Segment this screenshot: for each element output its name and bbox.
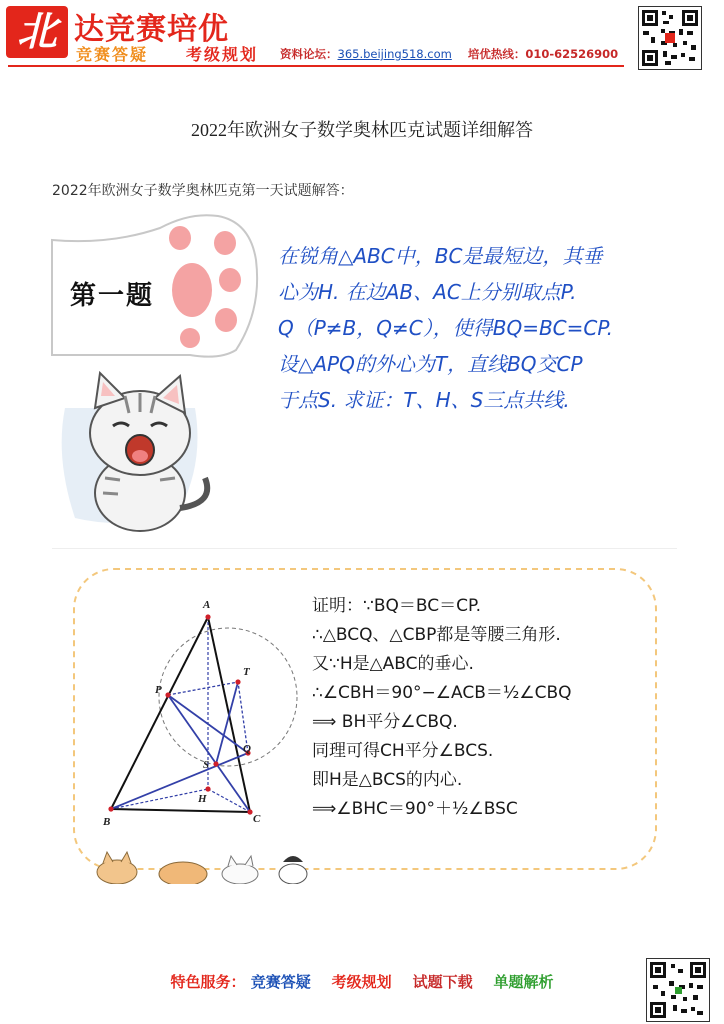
problem-statement (278, 238, 678, 418)
footer-services (0, 971, 724, 992)
label-H: H (198, 793, 207, 805)
proof-line: 又∵H是△ABC的垂心. (312, 654, 474, 674)
cats-decoration (95, 848, 335, 884)
slogan-right: 考级规划 (186, 45, 259, 64)
section-divider (52, 548, 677, 549)
slogan-left: 竞赛答疑 (76, 45, 149, 64)
header-divider (8, 65, 624, 67)
label-C: C (253, 813, 261, 825)
label-P: P (155, 684, 162, 696)
label-S: S (203, 759, 210, 771)
label-B: B (103, 816, 111, 828)
geometry-figure (95, 592, 315, 832)
footer-item[interactable]: 竞赛答疑 (250, 973, 311, 991)
section-subtitle: 2022年欧洲女子数学奥林匹克第一天试题解答： (52, 183, 354, 199)
problem-line: 设△APQ的外心为T，直线BQ交CP (278, 352, 583, 376)
proof-line: ∴∠CBH＝90°−∠ACB＝½∠CBQ (312, 683, 572, 703)
logo: 北 (6, 6, 68, 58)
header-info (280, 46, 618, 62)
footer-label: 特色服务： (170, 973, 246, 991)
problem-line: 于点S. 求证：T、H、S三点共线. (278, 388, 570, 412)
footer-item[interactable]: 考级规划 (331, 973, 392, 991)
problem-line: 心为H. 在边AB、AC上分别取点P. (278, 280, 577, 304)
forum-link[interactable]: 365.beijing518.com (337, 47, 452, 61)
proof-text (312, 592, 657, 824)
proof-line: ⟹∠BHC＝90°＋½∠BSC (312, 799, 518, 819)
footer-item[interactable]: 单题解析 (493, 973, 554, 991)
hotline-label: 培优热线： (467, 47, 526, 61)
label-A: A (203, 599, 211, 611)
proof-line: ∴△BCQ、△CBP都是等腰三角形. (312, 625, 561, 645)
proof-line: 同理可得CH平分∠BCS. (312, 741, 494, 761)
label-T: T (243, 666, 250, 678)
proof-line: 即H是△BCS的内心. (312, 770, 463, 790)
proof-line: 证明：∵BQ＝BC＝CP. (312, 596, 481, 616)
problem-line: Q（P≠B，Q≠C），使得BQ=BC=CP. (278, 316, 614, 340)
proof-line: ⟹ BH平分∠CBQ. (312, 712, 458, 732)
forum-label: 资料论坛： (280, 47, 338, 61)
qr-code-icon (638, 6, 702, 70)
brand-name: 达竞赛培优 (74, 12, 229, 47)
label-Q: Q (243, 743, 251, 755)
hotline-number: 010-62526900 (525, 47, 619, 61)
problem-tag: 第一题 (70, 281, 155, 311)
footer-item[interactable]: 试题下载 (412, 973, 473, 991)
problem-line: 在锐角△ABC中，BC是最短边，其垂 (278, 244, 603, 268)
qr-code-icon (646, 958, 710, 1022)
cat-illustration (55, 368, 225, 536)
document-title: 2022年欧洲女子数学奥林匹克试题详细解答 (191, 120, 533, 140)
